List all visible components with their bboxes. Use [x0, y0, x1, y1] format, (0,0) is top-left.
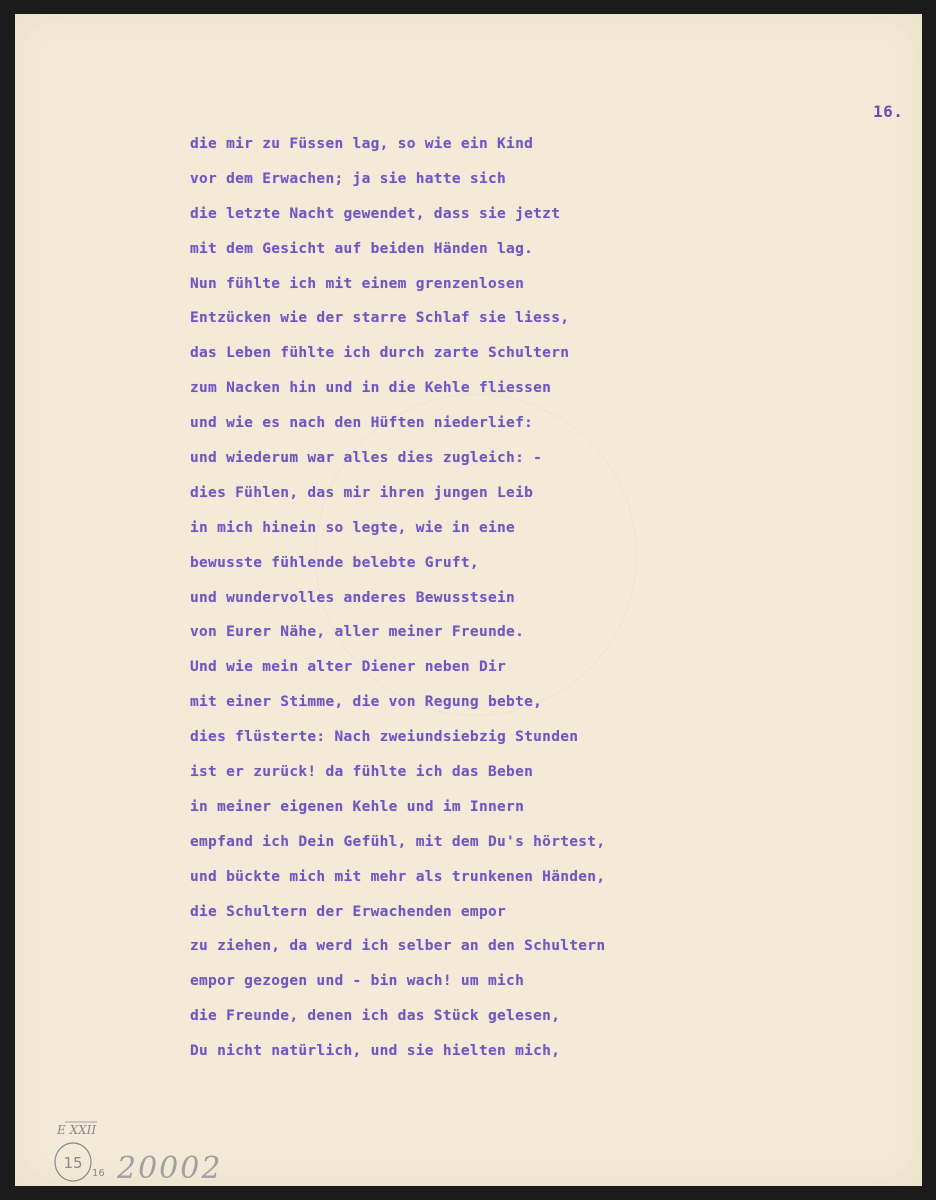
archive-pencil-marks [35, 1104, 255, 1199]
text-line: Nun fühlte ich mit einem grenzenlosen [190, 275, 525, 292]
text-line: die letzte Nacht gewendet, dass sie jetzt [190, 205, 561, 222]
text-line: zu ziehen, da werd ich selber an den Schultern [190, 938, 606, 955]
page-number: 16. [873, 102, 904, 121]
archive-signature: E XXII [57, 1123, 97, 1137]
text-line: die mir zu Füssen lag, so wie ein Kind [190, 136, 534, 152]
typewritten-text [190, 127, 605, 1069]
text-line: die Freunde, denen ich das Stück gelesen, [190, 1008, 561, 1025]
text-line: empfand ich Dein Gefühl, mit dem Du's hörtest, [190, 833, 606, 850]
text-line: die Schultern der Erwachenden empor [190, 903, 507, 920]
text-line: mit dem Gesicht auf beiden Händen lag. [190, 240, 534, 257]
archive-small-number: 16 [92, 1168, 105, 1179]
text-line: vor dem Erwachen; ja sie hatte sich [190, 170, 507, 187]
text-line: und wundervolles anderes Bewusstsein [190, 589, 516, 606]
text-line: von Eurer Nähe, aller meiner Freunde. [190, 624, 525, 641]
text-line: ist er zurück! da fühlte ich das Beben [190, 764, 534, 781]
text-line: und bückte mich mit mehr als trunkenen Händen, [190, 868, 606, 885]
text-line: bewusste fühlende belebte Gruft, [190, 554, 479, 571]
text-line: das Leben fühlte ich durch zarte Schultern [190, 345, 570, 362]
text-line: und wie es nach den Hüften niederlief: [190, 415, 534, 432]
text-line: Du nicht natürlich, und sie hielten mich, [190, 1043, 561, 1060]
text-line: in mich hinein so legte, wie in eine [190, 519, 516, 536]
manuscript-page [15, 14, 922, 1186]
text-line: dies flüsterte: Nach zweiundsiebzig Stunden [190, 729, 579, 746]
archive-circled-number: 15 [63, 1154, 83, 1172]
text-line: und wiederum war alles dies zugleich: - [190, 450, 543, 467]
text-line: empor gezogen und - bin wach! um mich [190, 973, 525, 990]
text-line: dies Fühlen, das mir ihren jungen Leib [190, 484, 534, 501]
text-line: Und wie mein alter Diener neben Dir [190, 659, 507, 676]
text-line: mit einer Stimme, die von Regung bebte, [190, 694, 543, 711]
text-line: zum Nacken hin und in die Kehle fliessen [190, 380, 552, 397]
text-line: in meiner eigenen Kehle und im Innern [190, 798, 525, 815]
archive-inventory-number: 20002 [117, 1151, 223, 1186]
text-line: Entzücken wie der starre Schlaf sie liess, [190, 310, 570, 327]
